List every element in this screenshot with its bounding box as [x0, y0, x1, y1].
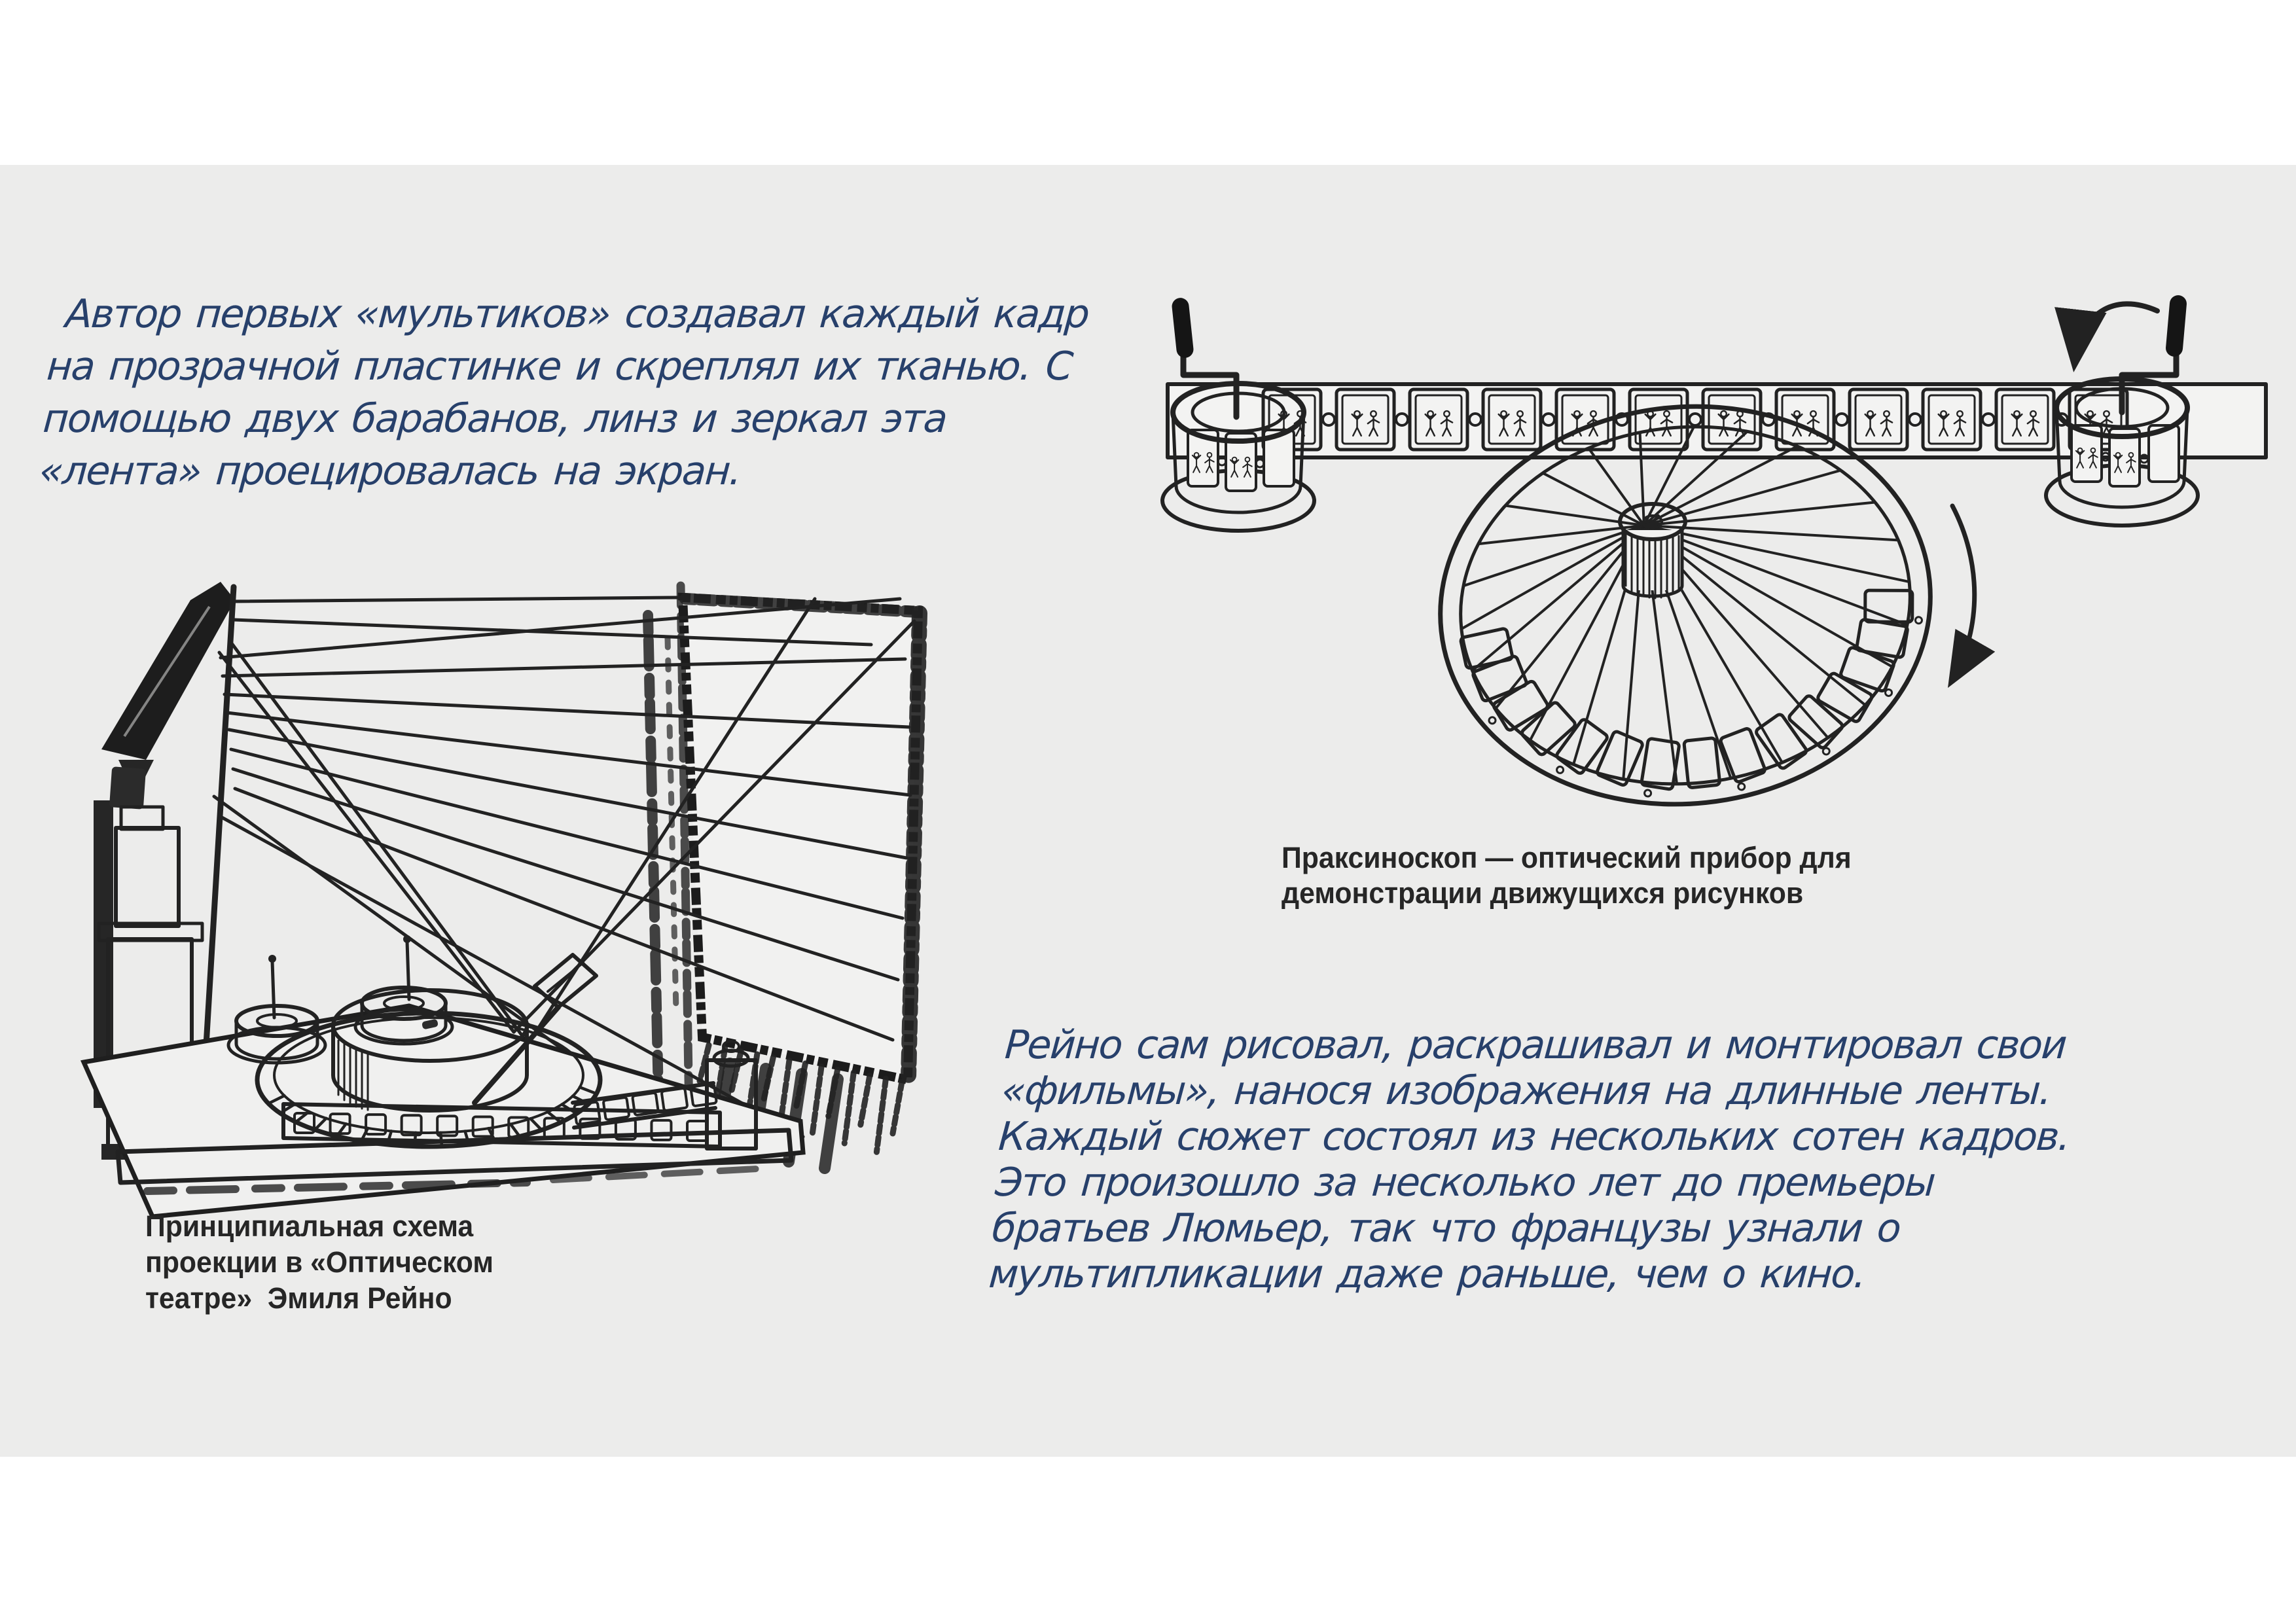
- projection-screen: [683, 597, 920, 1168]
- mirror: [101, 582, 235, 796]
- outro-line: Это произошло за несколько лет до премьеры: [994, 1160, 1936, 1205]
- rotation-arrow-icon: [1952, 506, 1975, 680]
- intro-line: Автор первых «мультиков» создавал каждый кадр: [48, 291, 1090, 337]
- crank-rotation-arrow-icon: [2075, 304, 2157, 362]
- wheel-mirror-panels: [1460, 586, 1930, 810]
- caption-line: проекции в «Оптическом: [145, 1245, 493, 1279]
- caption-line: демонстрации движущихся рисунков: [1282, 876, 1804, 910]
- intro-line: «лента» проецировалась на экран.: [37, 448, 742, 494]
- outro-text: [988, 1022, 2077, 1297]
- intro-line: на прозрачной пластинке и скреплял их тканью. С: [45, 344, 1074, 389]
- intro-text: [38, 288, 1090, 497]
- outro-line: Каждый сюжет состоял из нескольких сотен кадров.: [997, 1114, 2072, 1160]
- caption-line: театре» Эмиля Рейно: [145, 1281, 452, 1315]
- caption-line: Принципиальная схема: [145, 1209, 474, 1243]
- praxinoscope-illustration: [1165, 278, 2271, 821]
- outro-line: братьев Люмьер, так что французы узнали о: [990, 1205, 1902, 1251]
- outro-line: «фильмы», нанося изображения на длинные ленты.: [1000, 1068, 2053, 1114]
- theatre-caption: [145, 1208, 493, 1316]
- caption-line: Праксиноскоп — оптический прибор для: [1282, 841, 1852, 874]
- optical-theatre-illustration: [56, 560, 985, 1221]
- outro-line: Рейно сам рисовал, раскрашивал и монтировал свои: [1003, 1022, 2068, 1068]
- praxinoscope-caption: [1282, 840, 1852, 911]
- intro-line: помощью двух барабанов, линз и зеркал эта: [41, 396, 948, 442]
- outro-line: мультипликации даже раньше, чем о кино.: [987, 1251, 1867, 1297]
